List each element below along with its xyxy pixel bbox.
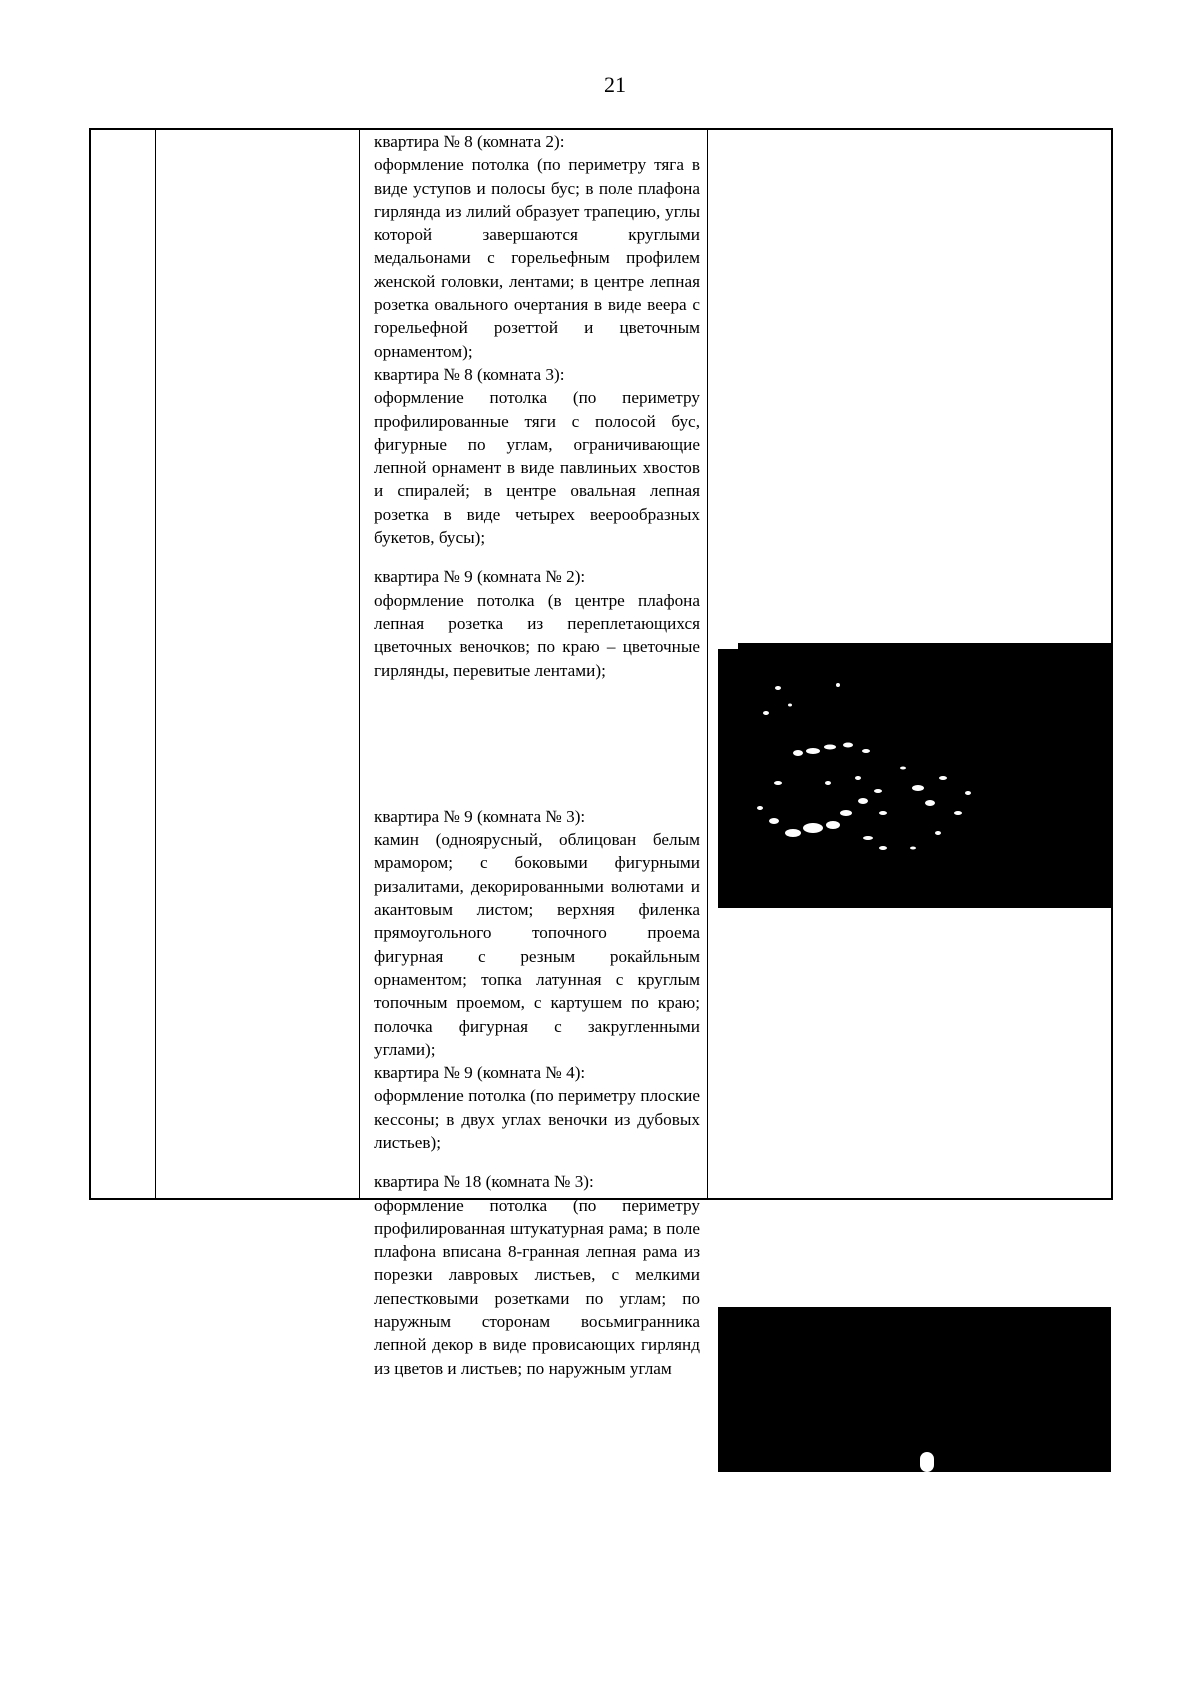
- entry-text: оформление потолка (по периметру тяга в виде уступов и полосы бус; в поле плафона гирлянда из лилий образует трапецию, углы которой завершаются круглыми медальонами с горельефным профилем женской головки, лентами; в центре лепная розетка овального очертания в виде веера с горельефной розеттой и цветочным орнаментом);: [374, 155, 700, 361]
- entry: [374, 130, 700, 363]
- description-column: [374, 130, 700, 1380]
- entry-heading: квартира № 9 (комната № 4):: [374, 1063, 586, 1083]
- ceiling-rosette-photo: [718, 643, 1113, 908]
- entry: [374, 1061, 700, 1154]
- monument-table: [89, 128, 1113, 1378]
- photo-speckle-overlay: [718, 643, 1113, 908]
- entry-heading: квартира № 8 (комната 2):: [374, 132, 565, 151]
- page-number: 21: [604, 72, 626, 97]
- entry: [374, 1170, 700, 1380]
- column-divider: [155, 130, 156, 1198]
- entry-heading: квартира № 9 (комната № 2):: [374, 567, 586, 587]
- entry: [374, 565, 700, 681]
- ceiling-frame-photo: [718, 1307, 1111, 1472]
- entry-text: оформление потолка (в центре плафона лепная розетка из переплетающихся цветочных веночков; по краю – цветочные гирлянды, перевитые лентами);: [374, 590, 700, 680]
- entry-heading: квартира № 18 (комната № 3):: [374, 1172, 594, 1192]
- spacer: [374, 549, 700, 565]
- entry-text: оформление потолка (по периметру плоские кессоны; в двух углах веночки из дубовых листьев);: [374, 1086, 700, 1152]
- entry: [374, 363, 700, 549]
- column-divider: [707, 130, 708, 1198]
- entry-heading: квартира № 8 (комната 3):: [374, 364, 565, 384]
- entry-text: оформление потолка (по периметру профилированная штукатурная рама; в поле плафона вписана 8-гранная лепная рама из порезки лавровых листьев, с мелкими лепестковыми розетками по углам; по наружным сторонам восьмигранника лепной декор в виде провисающих гирлянд из цветов и листьев; по наружным углам: [374, 1195, 700, 1378]
- entry-heading: квартира № 9 (комната № 3):: [374, 806, 586, 826]
- entry: [374, 805, 700, 1061]
- entry-text: оформление потолка (по периметру профилированные тяги с полосой бус, фигурные по углам, ограничивающие лепной орнамент в виде павлиньих хвостов и спиралей; в центре овальная лепная розетка в виде четырех веерообразных букетов, бусы);: [374, 388, 700, 548]
- spacer: [374, 1154, 700, 1170]
- column-divider: [359, 130, 360, 1198]
- photo-speckle-overlay: [718, 1307, 1111, 1472]
- spacer: [374, 682, 700, 805]
- entry-text: камин (одноярусный, облицован белым мрамором; с боковыми фигурными ризалитами, декорированными волютами и акантовым листом; верхняя филенка прямоугольного топочного проема фигурная с резным рокайльным орнаментом; топка латунная с круглым топочным проемом, с картушем по краю; полочка фигурная с закругленными углами);: [374, 830, 700, 1059]
